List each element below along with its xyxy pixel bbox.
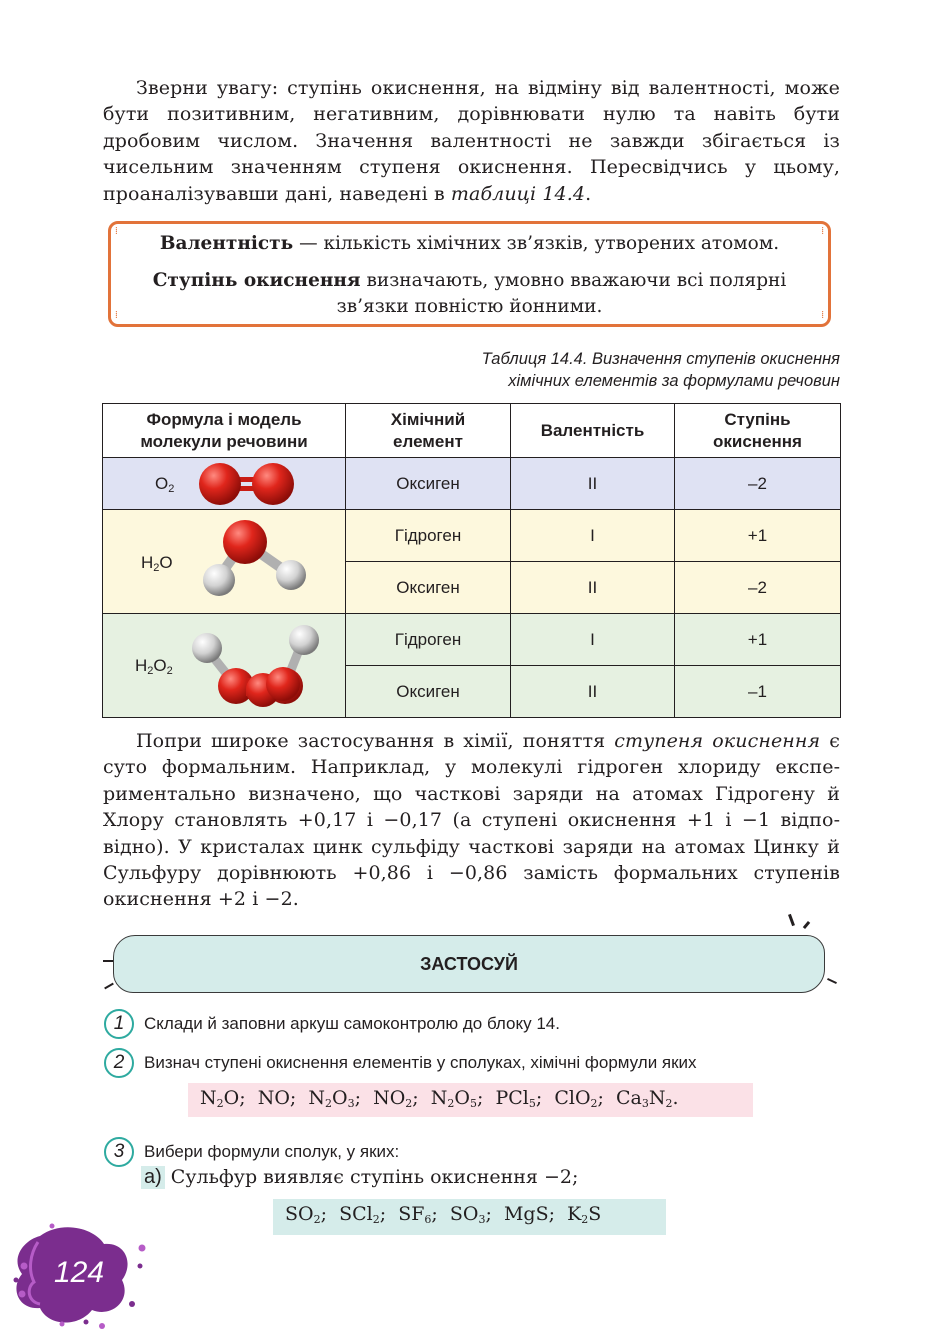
banner-spark [803,921,810,929]
chemical-formula: $K_2S$ [567,1203,602,1226]
para2-text: є суто формальним. Наприклад, у молекулі гідроген хлориду експериментально визначено, що часткові заряди на атомах Гідрогену й Хлору становлять +0,17 і −0,17 (а ступені окиснення +1 і −1 відповідно). У кристалах цинк сульфіду часткові заряди на атомах Цинку й Сульфуру дорівнюють +0,86 і −0,86 замість формальних ступенів окиснення +2 і −2. [103,730,840,911]
formula-separator: ; [354,1087,374,1109]
corner-ornament: ⁞ [821,310,824,321]
table-header-row [103,404,841,458]
chemical-formula: $SO_2$ [285,1203,321,1226]
apply-banner [113,935,825,993]
chemical-formula: PCl$_5$ [495,1087,536,1110]
formula-list-end: . [672,1087,679,1109]
question-number-badge: 3 [104,1137,134,1167]
formula-separator: ; [476,1087,496,1109]
formula-h2o2: $H_2O_2$ [135,656,173,677]
formula-cell-h2o2 [103,614,346,718]
element-cell: Оксиген [346,666,511,718]
question-number-badge: 2 [104,1048,134,1078]
intro-paragraph [103,75,840,207]
formula-separator: ; [548,1203,568,1225]
header-element: Хімічний елемент [346,404,511,458]
header-formula: Формула і модель молекули речовини [103,404,346,458]
chemical-formula: NO [257,1087,290,1109]
table-row [103,614,841,666]
formula-list-q3a [273,1199,666,1235]
oxidation-cell: –1 [675,666,841,718]
question-number-badge: 1 [104,1009,134,1039]
formula-cell-o2 [103,458,346,510]
formula-separator: ; [485,1203,504,1225]
table-row [103,458,841,510]
oxidation-cell: –2 [675,458,841,510]
oxidation-cell: –2 [675,562,841,614]
h2o2-molecule-model [191,620,331,720]
chemical-formula: SCl$_2$ [339,1203,380,1226]
o2-molecule-model [197,462,297,506]
formal-oxidation-paragraph [103,728,840,913]
subquestion-text: Сульфур виявляє ступінь окиснення −2; [170,1166,579,1188]
question-3a [141,1166,578,1189]
table-row [103,510,841,562]
question-text: Вибери формули сполук, у яких: [144,1142,400,1161]
caption-line: Таблиця 14.4. Визначення ступенів окиснення [481,350,840,368]
corner-ornament: ⁞ [821,226,824,237]
h2o-molecule-model [187,512,317,612]
valence-cell: II [511,666,675,718]
element-cell: Оксиген [346,562,511,614]
chemical-formula: $N_2O_3$ [308,1087,355,1110]
para2-emphasis: ступеня окиснення [614,730,821,752]
header-oxidation: Ступінь окиснення [675,404,841,458]
chemical-formula: $SF_6$ [398,1203,432,1226]
oxidation-text: визначають, умовно вважаючи всі полярні зв’язки повністю йонними. [336,270,787,317]
header-valence: Валентність [511,404,675,458]
element-cell: Гідроген [346,510,511,562]
banner-spark [104,983,114,990]
formula-separator: ; [289,1087,309,1109]
banner-spark [827,978,837,984]
corner-ornament: ⁞ [115,226,118,237]
formula-separator: ; [431,1203,450,1225]
oxidation-table [102,403,841,718]
formula-separator: ; [379,1203,399,1225]
valence-cell: II [511,458,675,510]
table-reference: таблиці 14.4 [450,182,586,205]
banner-spark [788,914,795,926]
valence-cell: II [511,562,675,614]
chemical-formula: ClO$_2$ [554,1087,598,1110]
intro-end: . [585,182,592,205]
oxidation-definition [131,268,808,320]
element-cell: Оксиген [346,458,511,510]
apply-title: ЗАСТОСУЙ [420,954,518,974]
para2-text: Попри широке застосування в хімії, поняття [136,730,615,752]
chemical-formula: $N_2O_5$ [430,1087,477,1110]
formula-separator: ; [597,1087,617,1109]
banner-spark [103,960,113,962]
chemical-formula: $N_2O$ [200,1087,240,1110]
oxidation-cell: +1 [675,510,841,562]
formula-separator: ; [412,1087,431,1109]
page-number: 124 [54,1256,105,1289]
formula-cell-h2o [103,510,346,614]
chemical-formula: MgS [503,1203,549,1225]
definition-box [108,221,831,327]
valence-cell: I [511,510,675,562]
oxidation-cell: +1 [675,614,841,666]
formula-separator: ; [239,1087,258,1109]
valence-term: Валентність [159,233,294,254]
valence-definition [111,233,828,254]
element-cell: Гідроген [346,614,511,666]
chemical-formula: $Ca_3N_2$ [616,1087,673,1110]
formula-o2: $O_2$ [155,474,175,495]
formula-list-q2 [188,1083,753,1117]
caption-line: хімічних елементів за формулами речовин [508,372,840,390]
question-text: Визнач ступені окиснення елементів у сполуках, хімічні формули яких [144,1053,697,1072]
table-caption [482,348,840,392]
valence-cell: I [511,614,675,666]
corner-ornament: ⁞ [115,310,118,321]
chemical-formula: $NO_2$ [373,1087,413,1110]
formula-h2o: $H_2O$ [141,553,173,574]
formula-separator: ; [535,1087,555,1109]
question-text: Склади й заповни аркуш самоконтролю до блоку 14. [144,1014,560,1033]
chemical-formula: $SO_3$ [449,1203,486,1226]
valence-text: — кількість хімічних зв’язків, утворених атомом. [293,233,780,254]
subquestion-letter: а) [141,1166,165,1189]
formula-separator: ; [320,1203,340,1225]
oxidation-term: Ступінь окиснення [152,270,361,291]
intro-text: Зверни увагу: ступінь окиснення, на відміну від валентності, може бути позитивним, негативним, дорівнювати нулю та навіть бути дробовим числом. Значення валентності не завжди збігається із чисельним значенням ступеня окиснення. Пересвідчись у цьому, проаналізувавши дані, наведені в [103,77,840,205]
